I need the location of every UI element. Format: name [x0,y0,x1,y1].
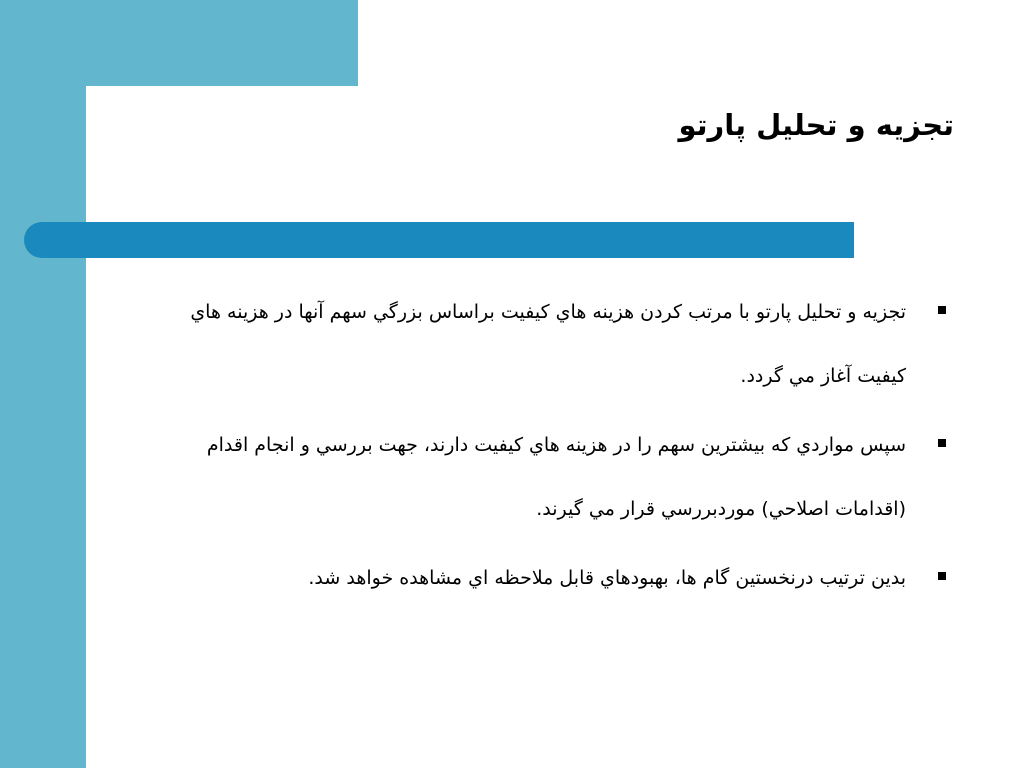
slide-title: تجزيه و تحليل پارتو [678,108,954,142]
bullet-text: تجزيه و تحليل پارتو با مرتب كردن هزينه هاي كيفيت براساس بزرگي سهم آنها در هزينه هاي كيفيت آغاز مي گردد. [190,301,906,387]
bullet-text: سپس مواردي كه بيشترين سهم را در هزينه هاي كيفيت دارند، جهت بررسي و انجام اقدام (اقدامات اصلاحي) موردبررسي قرار مي گيرند. [206,434,906,520]
top-accent-band [0,0,358,86]
title-underline-bar [24,222,854,258]
rounded-corner [86,86,146,146]
list-item [156,413,946,541]
bullet-text: بدين ترتيب درنخستين گام ها، بهبودهاي قابل ملاحظه اي مشاهده خواهد شد. [308,567,906,589]
left-accent-band [0,0,86,768]
square-bullet-icon [938,306,946,314]
bullet-list [156,280,946,615]
square-bullet-icon [938,572,946,580]
list-item [156,546,946,610]
list-item [156,280,946,408]
square-bullet-icon [938,439,946,447]
